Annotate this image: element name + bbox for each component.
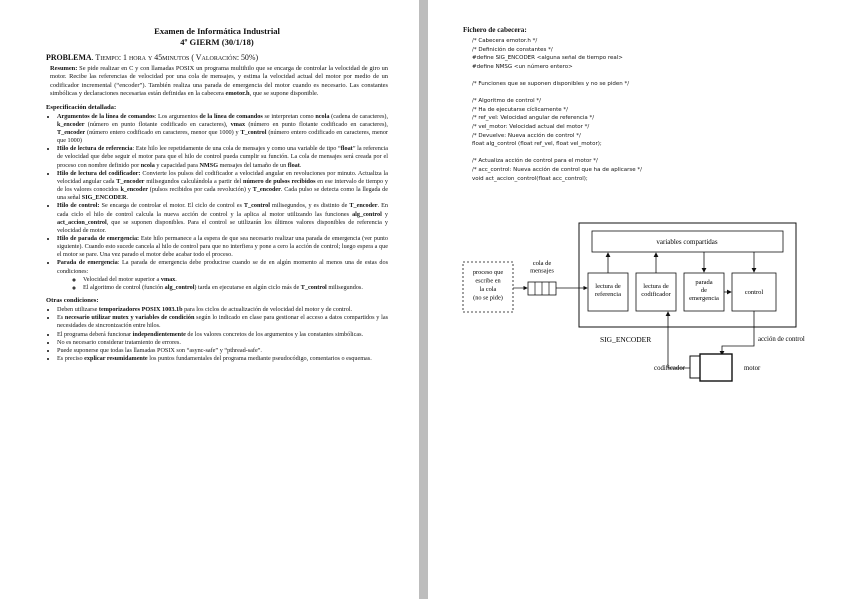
code-line: /* Actualiza acción de control para el motor */: [472, 158, 598, 165]
code-line: /* Ha de ejecutarse cíclicamente */: [472, 106, 568, 113]
code-line: /* Cabecera emotor.h */: [472, 38, 538, 44]
thread-control-label: [745, 289, 764, 296]
list-item: • Hilo de control: Se encarga de controlar el motor. El ciclo de control es T_control milisegundos, y es distinto de T_encoder. En cada ciclo el hilo de control calcula la nueva acción de control y la aplica al motor utilizando las funciones alg_control y act_accion_control, que se suponen disponibles. Para el control se utilizarán los últimos valores disponibles de referencia y velocidad de motor.: [57, 202, 388, 235]
motor-block: [700, 354, 732, 381]
code-line: void act_accion_control(float acc_control);: [472, 175, 588, 182]
list-item: • Puede suponerse que todas las llamadas POSIX son “async-safe” y “pthread-safe”.: [57, 347, 388, 355]
shared-variables-label: variables compartidas: [656, 238, 718, 246]
diagram-text-line: (no se pide): [473, 294, 503, 302]
diagram-text-line: referencia: [595, 291, 621, 298]
sig-encoder-label: SIG_ENCODER: [600, 335, 652, 344]
code-line: /* Devuelve: Nueva acción de control */: [472, 132, 581, 139]
diagram-text-line: lectura de: [595, 283, 621, 290]
diagram-text-line: mensajes: [530, 267, 554, 275]
code-line: /* vel_motor: Velocidad actual del motor */: [472, 123, 590, 130]
other-heading: Otras condiciones:: [46, 297, 99, 305]
list-item: • Hilo de parada de emergencia: Este hilo permanece a la espera de que sea necesario realizar una parada de emergencia (ver punto siguiente). Cuando esto sucede cancela al hilo de control para que no interfiera y pone a cero la acción de control; luego espera a que el motor se pare. Una vez parado el motor debe acabar todo el proceso.: [57, 235, 388, 259]
diagram-text-line: control: [744, 289, 764, 296]
exam-subtitle: 4º GIERM (30/1/18): [180, 36, 254, 47]
header-file-heading: Fichero de cabecera:: [463, 26, 527, 34]
other-list: [46, 306, 388, 363]
code-group-alg-control: [472, 97, 834, 149]
list-item: • Argumentos de la línea de comandos: Los argumentos de la línea de comandos se interpretan como ncola (cadena de caracteres), k_encoder (número en punto flotante codificado en caracteres), vmax (número en punto flotante codificado en caracteres), T_encoder (número entero codificado en caracteres, menor que 1000) y T_control (número entero codificado en caracteres, menor que 1000): [57, 113, 388, 146]
list-item: • Hilo de lectura de referencia: Este hilo lee repetidamente de una cola de mensajes y como una variable de tipo “float” la referencia de velocidad que debe seguir el motor para que el hilo de control pueda cumplir su función. La cola de mensajes será creada por el proceso con nombre definido por ncola y capacidad para NMSG mensajes del tamaño de un float.: [57, 145, 388, 169]
code-line: /* ref_vel: Velocidad angular de referencia */: [472, 115, 595, 122]
code-group-functions-note: [472, 80, 834, 89]
diagram-text-line: emergencia: [689, 295, 719, 302]
exam-page-2: [428, 0, 848, 599]
list-item: • Es preciso explicar resumidamente los puntos fundamentales del programa mediante pseudocódigo, comentarios o esquemas.: [57, 355, 388, 363]
thread-reference-label: [595, 283, 621, 298]
condition-item: ◦ El algoritmo de control (función alg_control) tarda en ejecutarse en algún ciclo más de T_control milisegundos.: [83, 284, 388, 292]
summary-paragraph: Resumen: Se pide realizar en C y con llamadas POSIX un programa multihilo que se encarga de controlar la velocidad de giro un motor. Recibe las referencias de velocidad por una cola de mensajes, y estima la velocidad actual del motor por medio de un codificador incremental (“encoder”). También realiza una parada de emergencia del motor cuando es necesario. Las constantes simbólicas y declaraciones necesarias están definidas en la cabecera emotor.h, que se supone disponible.: [50, 65, 388, 98]
code-line: /* Algoritmo de control */: [472, 98, 541, 105]
code-block: [463, 37, 834, 183]
diagram-text-line: proceso que: [472, 269, 504, 276]
code-group-constants: [472, 37, 834, 71]
diagram-text-line: cola de: [532, 260, 552, 267]
arrow-encoder-signal: [668, 312, 690, 368]
diagram-text-line: la cola: [479, 286, 497, 293]
arrow-control-action: [722, 311, 754, 355]
spec-heading: Especificación detallada:: [46, 103, 117, 111]
code-line: /* acc_control: Nueva acción de control que ha de aplicarse */: [472, 166, 643, 173]
list-item: • No es necesario considerar tratamiento de errores.: [57, 339, 388, 347]
problem-line: PROBLEMA. Tiempo: 1 hora y 45minutos ( Valoración: 50%): [46, 53, 259, 62]
code-line: float alg_control (float ref_vel, float vel_motor);: [472, 141, 602, 148]
spec-list: [46, 113, 388, 292]
encoder-block: [690, 356, 700, 378]
diagram-text-line: lectura de: [643, 283, 669, 290]
code-line: /* Definición de constantes */: [472, 46, 553, 53]
message-queue-label: [530, 260, 554, 275]
list-item: • Es necesario utilizar mutex y variables de condición según lo indicado en clase para gestionar el acceso a datos compartidos y las necesidades de sincronización entre hilos.: [57, 314, 388, 330]
exam-title: Examen de Informática Industrial: [154, 26, 280, 36]
list-item: • Hilo de lectura del codificador: Convierte los pulsos del codificador a velocidad angular en revoluciones por minuto. Actualiza la velocidad angular cada T_encoder milisegundos calculándola a partir del número de pulsos recibidos en ese intervalo de tiempo y de los valores conocidos k_encoder (pulsos recibidos por cada revolución) y T_encoder. Cada pulso se detecta como la llegada de una señal SIG_ENCODER.: [57, 170, 388, 203]
list-item: • El programa deberá funcionar independientemente de los valores concretos de los argumentos y las constantes simbólicas.: [57, 331, 388, 339]
exam-page-1: [0, 0, 419, 599]
code-group-act-accion: [472, 157, 834, 183]
control-action-label: acción de control: [758, 336, 805, 343]
diagram-text-line: de: [700, 287, 708, 294]
code-line: #define SIG_ENCODER <alguna señal de tiempo real>: [472, 55, 623, 62]
diagram-text-line: codificador: [641, 291, 671, 298]
list-item: • Deben utilizarse temporizadores POSIX 1003.1b para los ciclos de actualización de velocidad del motor y de control.: [57, 306, 388, 314]
encoder-device-label: codificador: [654, 365, 685, 372]
diagram-text-line: escribe en: [475, 277, 501, 285]
condition-item: ◦ Velocidad del motor superior a vmax.: [83, 276, 388, 284]
thread-encoder-label: [641, 283, 671, 298]
code-line: /* Funciones que se suponen disponibles y no se piden */: [472, 80, 630, 87]
architecture-diagram: [460, 218, 810, 388]
motor-label: motor: [744, 365, 761, 372]
code-line: #define NMSG <un número entero>: [472, 63, 573, 70]
list-item: • Parada de emergencia: La parada de emergencia debe producirse cuando se de en algún momento al menos una de estas dos condiciones: ◦ Velocidad del motor superior a vmax. ◦ El algoritmo de control (función alg_control) tarda en ejecutarse en algún ciclo más de T_control milisegundos.: [57, 259, 388, 292]
diagram-text-line: parada: [695, 279, 713, 286]
